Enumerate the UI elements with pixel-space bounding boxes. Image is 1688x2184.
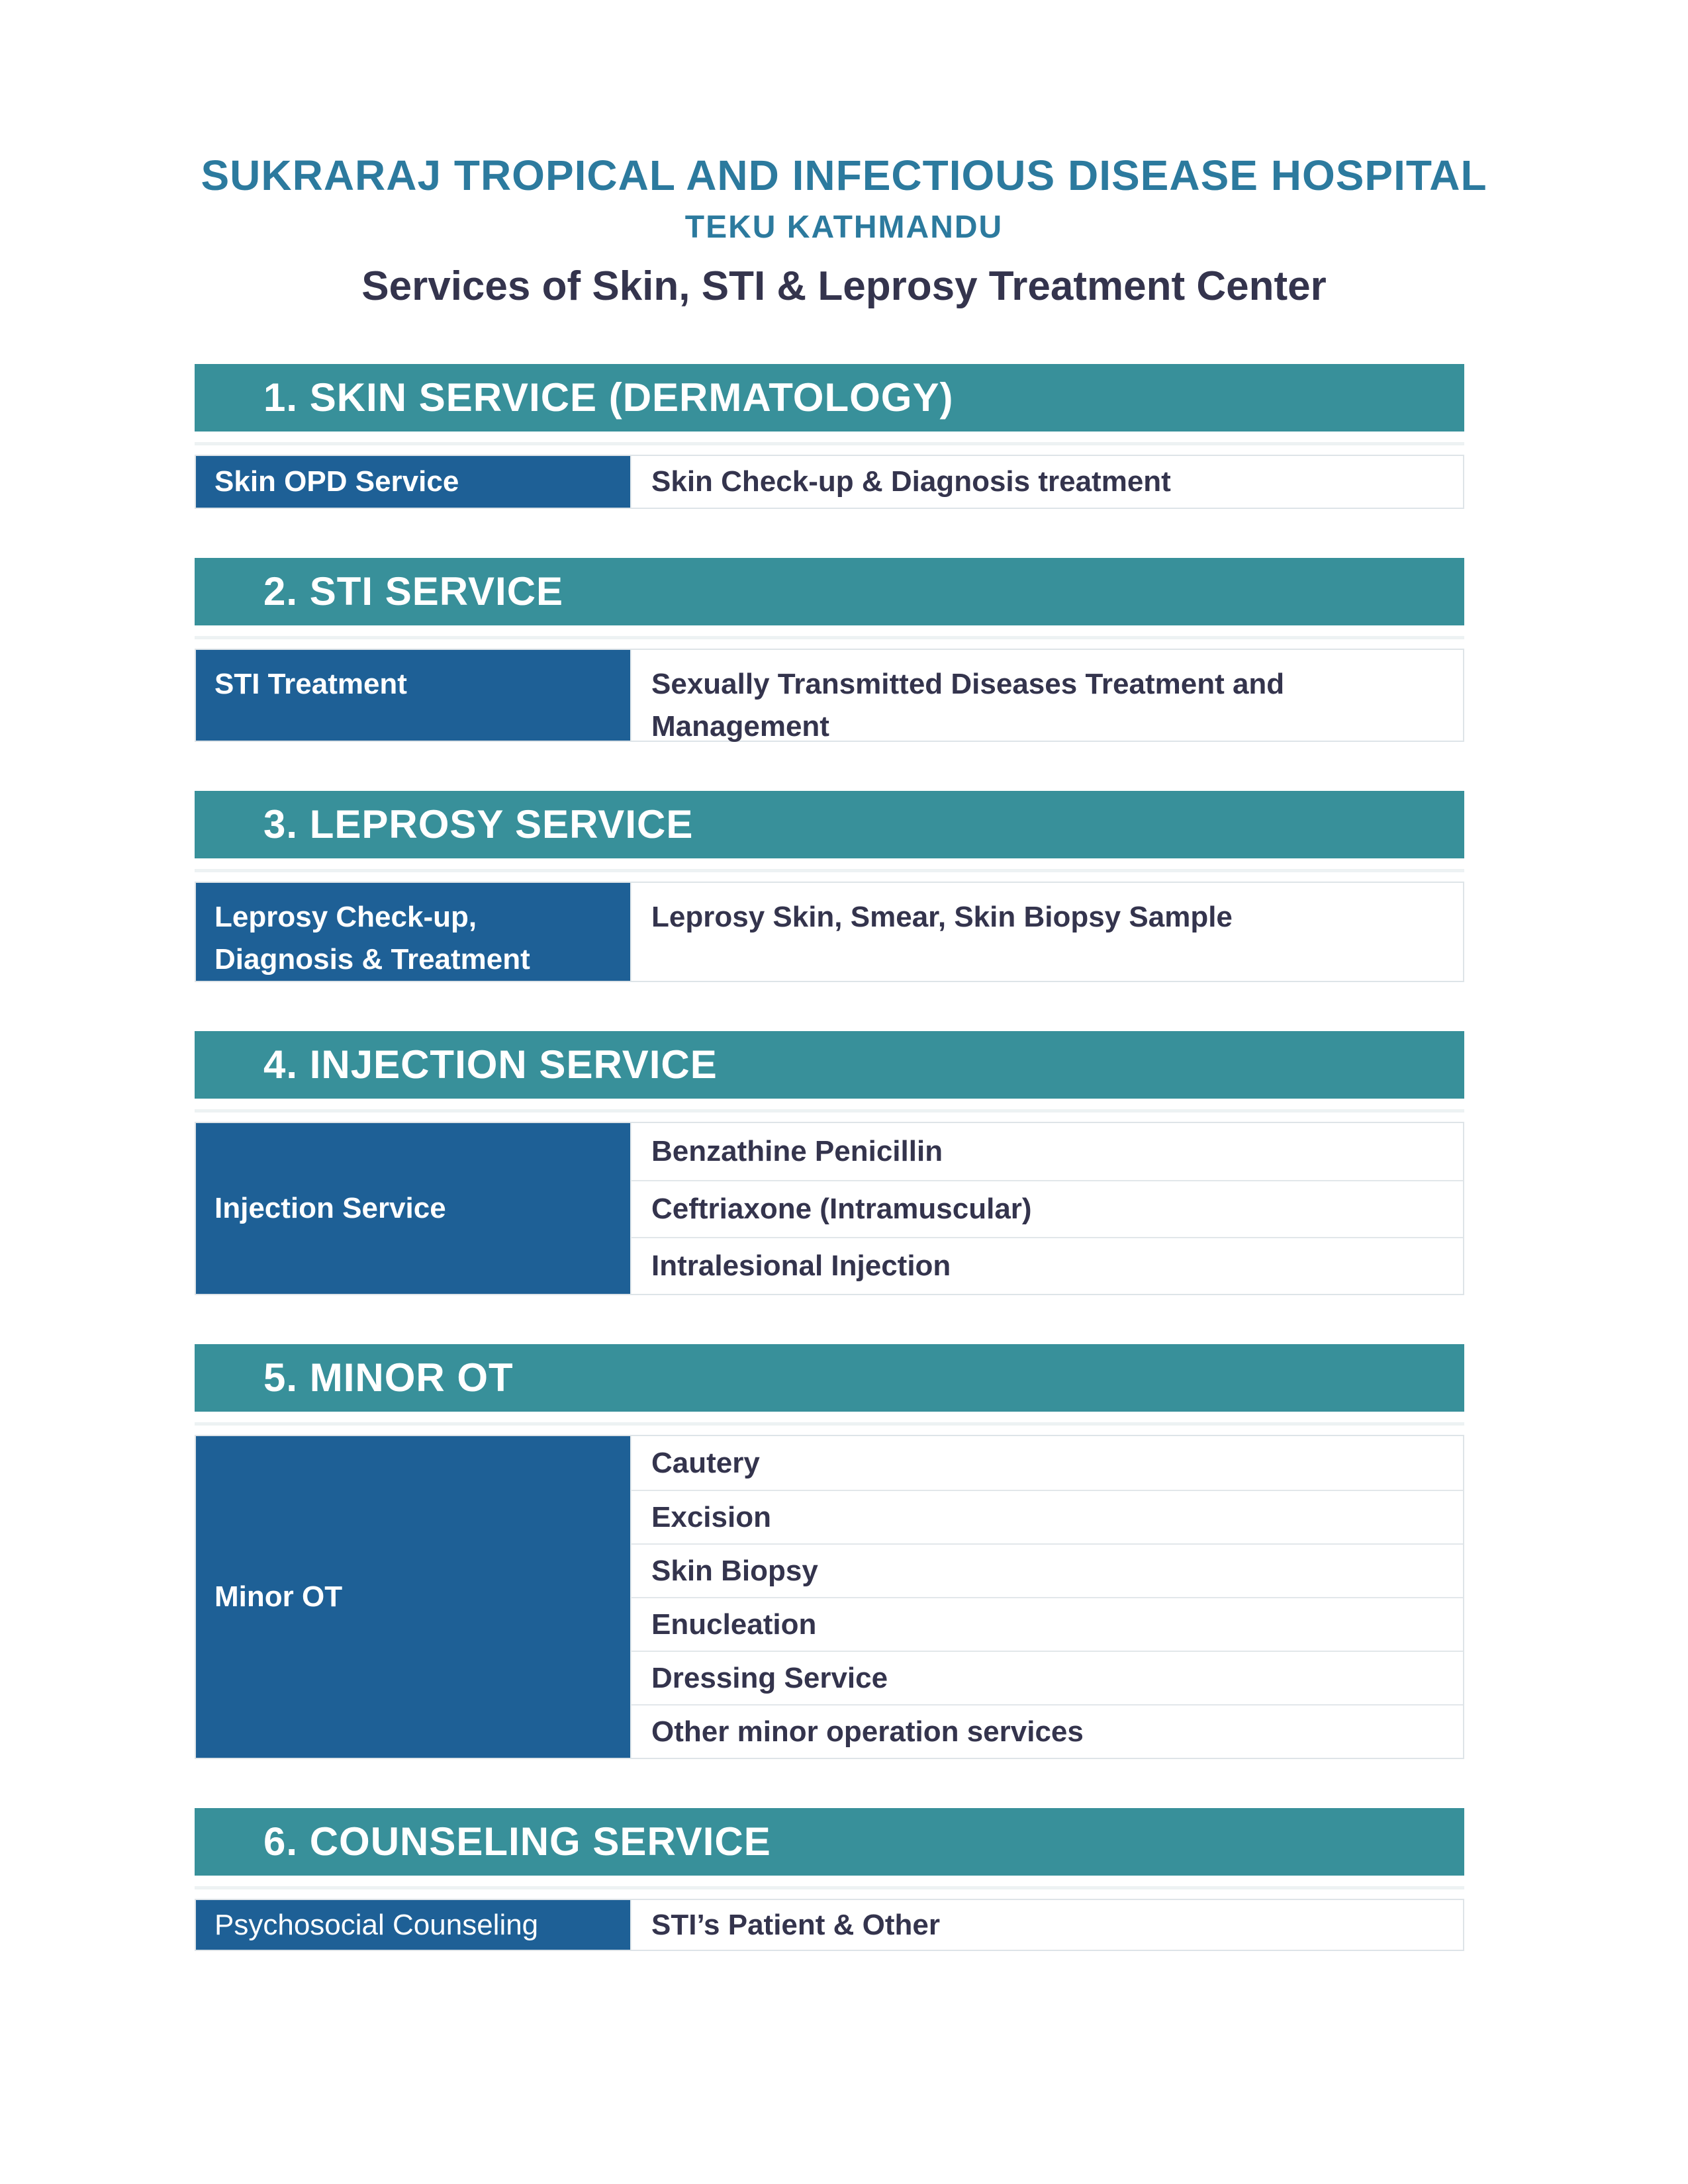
service-table bbox=[195, 1899, 1464, 1951]
service-item: Sexually Transmitted Diseases Treatment and Management bbox=[651, 668, 1285, 743]
service-item: STI’s Patient & Other bbox=[651, 1908, 941, 1941]
hospital-name: SUKRARAJ TROPICAL AND INFECTIOUS DISEASE HOSPITAL bbox=[201, 152, 1487, 199]
section-divider bbox=[195, 869, 1464, 872]
service-item: Cautery bbox=[651, 1446, 760, 1479]
section-divider bbox=[195, 636, 1464, 639]
services-list bbox=[195, 364, 1464, 1951]
service-table bbox=[195, 1122, 1464, 1295]
service-table bbox=[195, 649, 1464, 742]
section-leprosy-service bbox=[195, 791, 1464, 982]
section-divider bbox=[195, 1422, 1464, 1426]
hospital-location: TEKU KATHMANDU bbox=[684, 210, 1004, 246]
service-item: Leprosy Skin, Smear, Skin Biopsy Sample bbox=[651, 901, 1233, 934]
section-heading-bar: 5. MINOR OT bbox=[195, 1344, 1464, 1412]
document-header bbox=[0, 0, 1688, 310]
service-items bbox=[630, 650, 1463, 741]
section-heading-bar: 4. INJECTION SERVICE bbox=[195, 1031, 1464, 1099]
section-heading-bar: 1. SKIN SERVICE (DERMATOLOGY) bbox=[195, 364, 1464, 432]
service-item: Intralesional Injection bbox=[632, 1237, 1463, 1294]
section-divider bbox=[195, 442, 1464, 445]
service-category-cell: Injection Service bbox=[196, 1123, 630, 1294]
section-injection-service bbox=[195, 1031, 1464, 1295]
service-items bbox=[630, 456, 1463, 508]
service-table bbox=[195, 882, 1464, 982]
service-item: Benzathine Penicillin bbox=[651, 1135, 943, 1168]
service-items bbox=[630, 1900, 1463, 1950]
service-table bbox=[195, 455, 1464, 509]
service-category-cell: Skin OPD Service bbox=[196, 456, 630, 508]
service-items bbox=[630, 1436, 1463, 1758]
service-table bbox=[195, 1435, 1464, 1759]
service-items bbox=[630, 1123, 1463, 1294]
section-counseling-service bbox=[195, 1808, 1464, 1951]
section-heading-bar: 6. COUNSELING SERVICE bbox=[195, 1808, 1464, 1876]
section-sti-service bbox=[195, 558, 1464, 742]
service-item: Ceftriaxone (Intramuscular) bbox=[632, 1180, 1463, 1237]
service-item: Other minor operation services bbox=[632, 1704, 1463, 1758]
section-heading-bar: 3. LEPROSY SERVICE bbox=[195, 791, 1464, 858]
section-skin-service bbox=[195, 364, 1464, 509]
service-category-cell: STI Treatment bbox=[196, 650, 630, 741]
service-item: Skin Biopsy bbox=[632, 1543, 1463, 1597]
document-title: Services of Skin, STI & Leprosy Treatment Center bbox=[361, 263, 1327, 310]
section-divider bbox=[195, 1109, 1464, 1113]
service-item: Excision bbox=[632, 1490, 1463, 1543]
service-item: Enucleation bbox=[632, 1597, 1463, 1651]
service-item: Dressing Service bbox=[632, 1651, 1463, 1704]
section-heading-bar: 2. STI SERVICE bbox=[195, 558, 1464, 625]
service-item: Skin Check-up & Diagnosis treatment bbox=[651, 465, 1171, 498]
service-category-cell: Leprosy Check-up, Diagnosis & Treatment bbox=[196, 883, 630, 981]
section-minor-ot bbox=[195, 1344, 1464, 1759]
service-category-cell: Psychosocial Counseling bbox=[196, 1900, 630, 1950]
section-divider bbox=[195, 1886, 1464, 1889]
service-category-cell: Minor OT bbox=[196, 1436, 630, 1758]
service-items bbox=[630, 883, 1463, 981]
